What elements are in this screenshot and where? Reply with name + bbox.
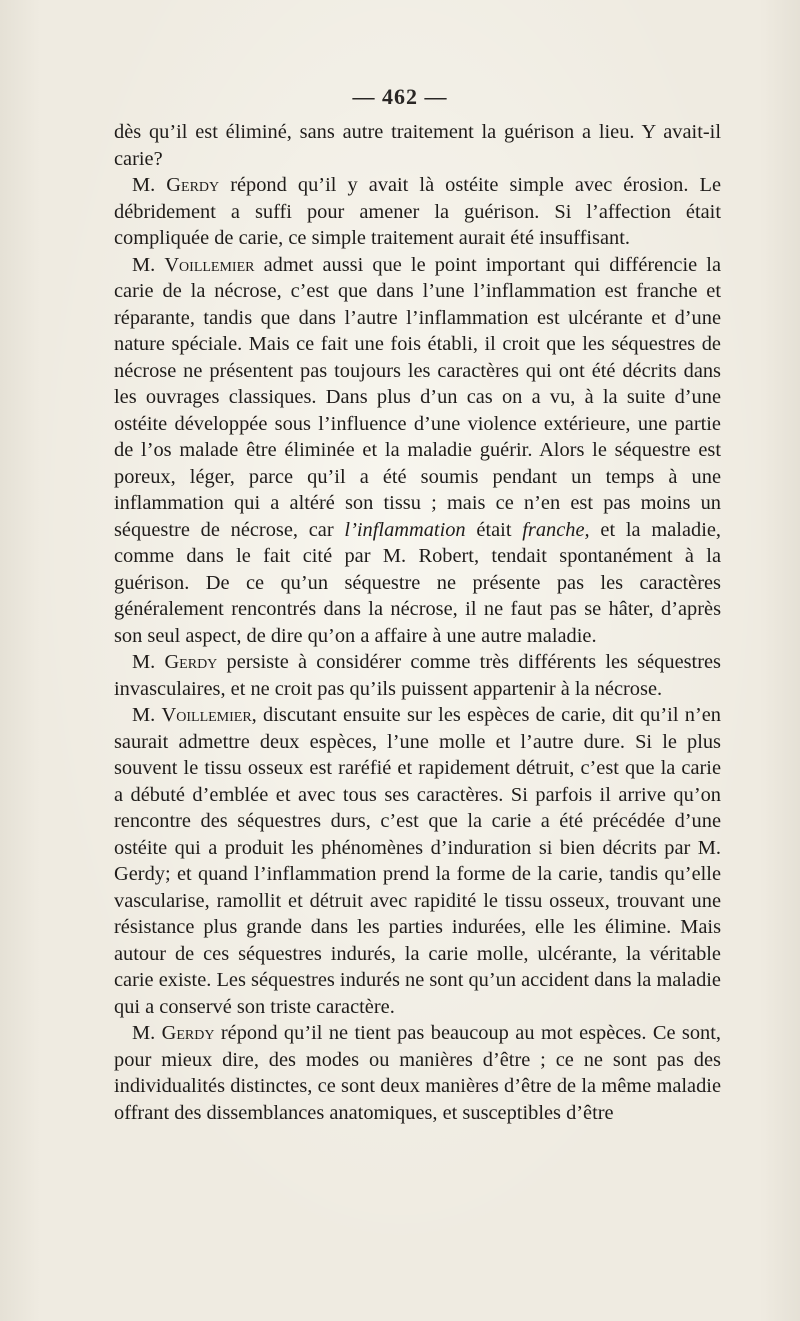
paragraph-p2 [114, 172, 721, 252]
text-segment: , discutant ensuite sur les espèces de carie, dit qu’il n’en saurait admettre deux espèces, l’une molle et l’autre dure. Si le plus souvent le tissu osseux est raréfié et rapidement détruit, c’est que la carie a débuté d’emblée et avec tous ses caractères. Si parfois il arrive qu’on rencontre des séquestres durs, c’est que la carie a été précédée d’une ostéite qui a produit les phénomènes d’induration si bien décrits par M. Gerdy; et quand l’inflammation prend la forme de la carie, tandis qu’elle vascularise, ramollit et détruit avec rapidité le tissu osseux, trouvant une résistance plus grande dans les parties indurées, elle les élimine. Mais autour de ces séquestres indurés, la carie molle, ulcérante, la véritable carie existe. Les séquestres indurés ne sont qu’un accident dans la maladie qui a conservé son triste caractère. [114, 704, 721, 1018]
text-segment: M. [132, 704, 162, 726]
speaker-name: Gerdy [164, 651, 218, 673]
text-segment: M. [132, 253, 165, 276]
body-text [114, 119, 721, 1126]
speaker-name: Gerdy [161, 1022, 215, 1044]
text-segment: M. [132, 174, 167, 196]
text-segment: dès qu’il est éliminé, sans autre traitement la guérison a lieu. Y avait-il carie? [114, 121, 721, 170]
text-segment: était [465, 518, 523, 541]
speaker-name: Voillemier [161, 704, 252, 726]
page-number: — 462 — [352, 84, 448, 109]
text-segment: et la maladie, comme dans le fait cité par M. Robert, tendait spontanément à la guérison. De ce qu’un séquestre ne présente pas les caractères généralement rencontrés dans la nécrose, il ne faut pas se hâter, d’après son seul aspect, de dire qu’on a affaire à une autre maladie. [114, 518, 722, 647]
paragraph-p6 [114, 1020, 721, 1126]
paragraph-p5 [114, 702, 721, 1020]
text-segment: persiste à considérer comme très différents les séquestres invasculaires, et ne croit pas qu’ils puissent appartenir à la nécrose. [114, 651, 721, 700]
paragraph-p4 [114, 649, 721, 702]
text-segment: répond qu’il y avait là ostéite simple avec érosion. Le débridement a suffi pour amener la guérison. Si l’affection était compliquée de carie, ce simple traitement aurait été insuffisant. [114, 174, 721, 249]
italic-text: l’inflammation [344, 518, 466, 541]
italic-text: franche, [522, 518, 590, 541]
speaker-name: Voillemier [164, 253, 255, 276]
text-segment: M. [132, 651, 165, 673]
paragraph-p3 [114, 252, 721, 650]
speaker-name: Gerdy [166, 174, 220, 196]
text-segment: M. [132, 1022, 162, 1044]
paragraph-p1 [114, 119, 721, 172]
text-segment: répond qu’il ne tient pas beaucoup au mot espèces. Ce sont, pour mieux dire, des modes ou manières d’être ; ce ne sont pas des individualités distinctes, ce sont deux manières d’être de la même maladie offrant des dissemblances anatomiques, et susceptibles d’être [114, 1022, 721, 1124]
text-segment: admet aussi que le point important qui différencie la carie de la nécrose, c’est que dans l’une l’inflammation est franche et réparante, tandis que dans l’autre l’inflammation est ulcérante et d’une nature spéciale. Mais ce fait une fois établi, il croit que les séquestres de nécrose ne présentent pas toujours les caractères qui ont été décrits dans les ouvrages classiques. Dans plus d’un cas on a vu, à la suite d’une ostéite développée sous l’influence d’une violence extérieure, une partie de l’os malade être éliminée et la maladie guérir. Alors le séquestre est poreux, léger, parce qu’il a été soumis pendant un temps à une inflammation qui a altéré son tissu ; mais ce n’en est pas moins un séquestre de nécrose, car [114, 253, 721, 541]
